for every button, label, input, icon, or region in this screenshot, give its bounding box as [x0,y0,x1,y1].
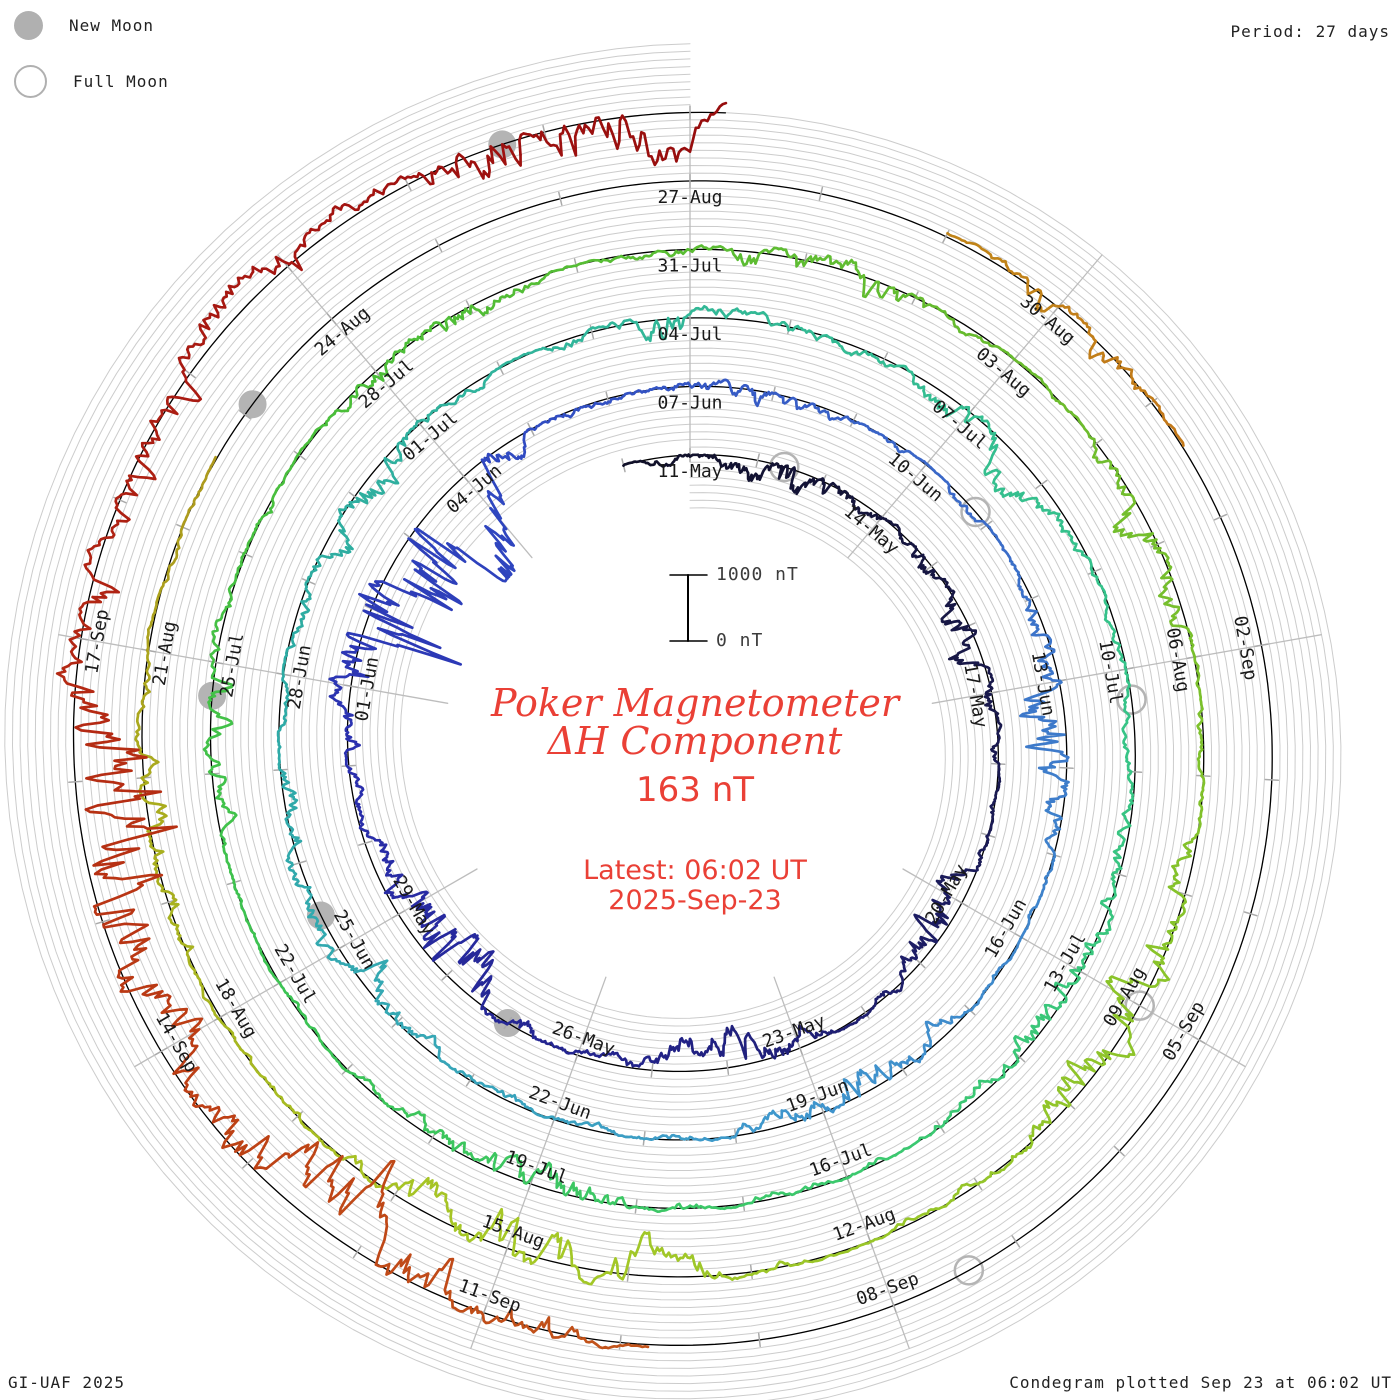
data-trace [988,800,995,836]
data-trace [812,1242,870,1262]
day-tick [405,179,411,191]
data-trace [86,810,177,878]
day-tick [1265,780,1278,781]
chart-title-line2: ΔH Component [547,719,843,763]
data-trace [272,454,298,505]
ring-date-label: 29-May [388,872,439,939]
data-trace [302,1142,354,1201]
data-trace [112,461,155,528]
ring-date-label: 16-Jun [980,895,1032,962]
day-tick [1036,481,1047,489]
day-tick [1134,1002,1145,1009]
data-trace [924,570,954,594]
day-tick [727,1061,729,1074]
ring-date-label: 18-Aug [210,974,261,1042]
day-tick [334,945,345,952]
scale-bar-bottom-label: 0 nT [716,630,764,651]
data-trace [422,309,471,339]
ring-date-label: 22-Jul [269,940,321,1008]
data-trace [576,256,633,266]
ring-date-label: 20-May [921,860,972,928]
data-trace [182,469,210,527]
day-tick [156,1048,167,1055]
data-trace [94,875,162,943]
day-tick [620,1336,622,1349]
ring-date-label: 11-Sep [455,1275,524,1318]
data-trace [169,900,193,962]
data-trace [460,368,500,397]
data-trace [1198,716,1203,776]
data-trace [690,306,741,317]
ring-date-label: 05-Sep [1158,997,1210,1065]
day-tick [956,900,967,907]
day-tick [1012,1236,1019,1247]
data-trace [853,421,890,442]
ring-date-label: 26-May [549,1017,618,1060]
ring-date-label: 31-Jul [657,255,723,277]
latest-value: 163 nT [635,770,755,810]
data-trace [435,1130,482,1160]
legend-full-moon [14,64,169,98]
data-trace [858,1062,901,1085]
day-tick [391,1189,398,1200]
ring-date-label: 07-Jun [657,392,723,414]
day-tick [751,1265,753,1278]
ring-date-label: 22-Jun [525,1082,595,1125]
data-trace [278,722,285,770]
ring-date-label: 14-Sep [150,1009,202,1076]
day-tick [1215,515,1227,520]
moon-legend [14,8,169,120]
full-moon-icon [14,65,47,98]
data-trace [524,266,576,290]
ring-date-label: 10-Jul [1094,638,1127,706]
latest-date: 2025-Sep-23 [608,884,782,916]
ring-date-label: 09-Aug [1099,963,1150,1031]
ring-date-label: 01-Jun [351,655,384,723]
ring-date-label: 19-Jun [783,1074,852,1117]
data-trace [1092,572,1107,621]
day-tick [354,1247,361,1258]
scale-bar-top-label: 1000 nT [716,564,799,585]
data-trace [723,463,754,481]
data-trace [690,380,732,391]
ring-date-label: 17-May [959,661,992,730]
ring-date-label: 01-Jul [398,407,463,466]
data-trace [1040,855,1055,897]
ring-date-label: 02-Sep [1229,614,1262,682]
data-trace [905,543,926,572]
legend-new-moon [14,8,169,42]
credit-label: GI-UAF 2025 [8,1373,125,1392]
ring-date-label: 17-Sep [81,607,114,676]
ring-date-label: 23-May [759,1010,829,1053]
day-tick [1193,1037,1204,1044]
ring-date-label: 28-Jul [354,355,419,414]
ring-date-label: 12-Aug [830,1203,899,1246]
day-tick [436,240,442,252]
ring-date-label: 16-Jul [806,1139,875,1182]
data-trace [591,320,641,331]
ring-date-label: 19-Jul [502,1146,571,1189]
new-moon-label: New Moon [69,15,155,35]
ring-date-label: 30-Aug [1015,291,1080,349]
ring-date-label: 21-Aug [148,619,181,688]
data-trace [624,461,657,466]
ring-date-label: 13-Jul [1039,929,1091,997]
ring-date-label: 27-Aug [657,187,723,208]
data-trace [338,498,358,549]
data-trace [136,714,159,778]
ring-date-label: 04-Jul [657,324,723,345]
ring-date-label: 07-Jul [927,395,992,454]
ring-date-label: 11-May [657,461,723,482]
data-trace [954,497,987,525]
data-trace [837,342,883,363]
latest-time: Latest: 06:02 UT [583,855,807,886]
ring-date-label: 24-Aug [310,302,374,361]
data-trace [1014,1011,1050,1052]
ring-date-label: 08-Sep [853,1268,922,1311]
data-trace [311,1028,346,1071]
data-trace [118,939,170,1001]
plotted-label: Condegram plotted Sep 23 at 06:02 UT [1009,1373,1392,1392]
day-tick [926,562,937,570]
ring-date-label: 14-May [839,500,903,559]
data-trace [789,326,837,342]
day-tick [759,1334,761,1347]
data-trace [970,974,996,1010]
ring-date-label: 13-Jun [1026,649,1059,718]
data-trace [644,1135,690,1140]
ring-date-label: 25-Jul [216,631,249,700]
day-tick [393,911,404,918]
day-tick [69,781,82,782]
data-trace [653,1038,690,1062]
data-trace [138,650,150,714]
ring-date-label: 03-Aug [971,343,1036,402]
data-trace [388,1106,435,1133]
data-trace [588,116,662,165]
ring-date-label: 28-Jun [283,643,316,712]
chart-title-line1: Poker Magnetometer [490,681,900,725]
data-trace [926,1010,970,1030]
day-tick [1060,768,1073,769]
data-trace [1196,776,1204,835]
period-label: Period: 27 days [1230,22,1390,41]
new-moon-icon [14,11,43,40]
ring-date-label: 04-Jun [442,460,507,519]
data-trace [600,1125,644,1139]
data-trace [1026,725,1068,767]
center-annotation [490,681,900,916]
full-moon-label: Full Moon [73,71,169,91]
data-trace [357,458,398,503]
day-tick [1091,440,1101,448]
day-tick [651,1064,653,1077]
ring-date-label: 15-Aug [479,1210,548,1253]
ring-date-label: 10-Jun [883,448,948,507]
ring-date-label: 06-Aug [1161,626,1194,694]
data-trace [897,957,916,992]
ring-date-label: 25-Jun [328,906,380,974]
